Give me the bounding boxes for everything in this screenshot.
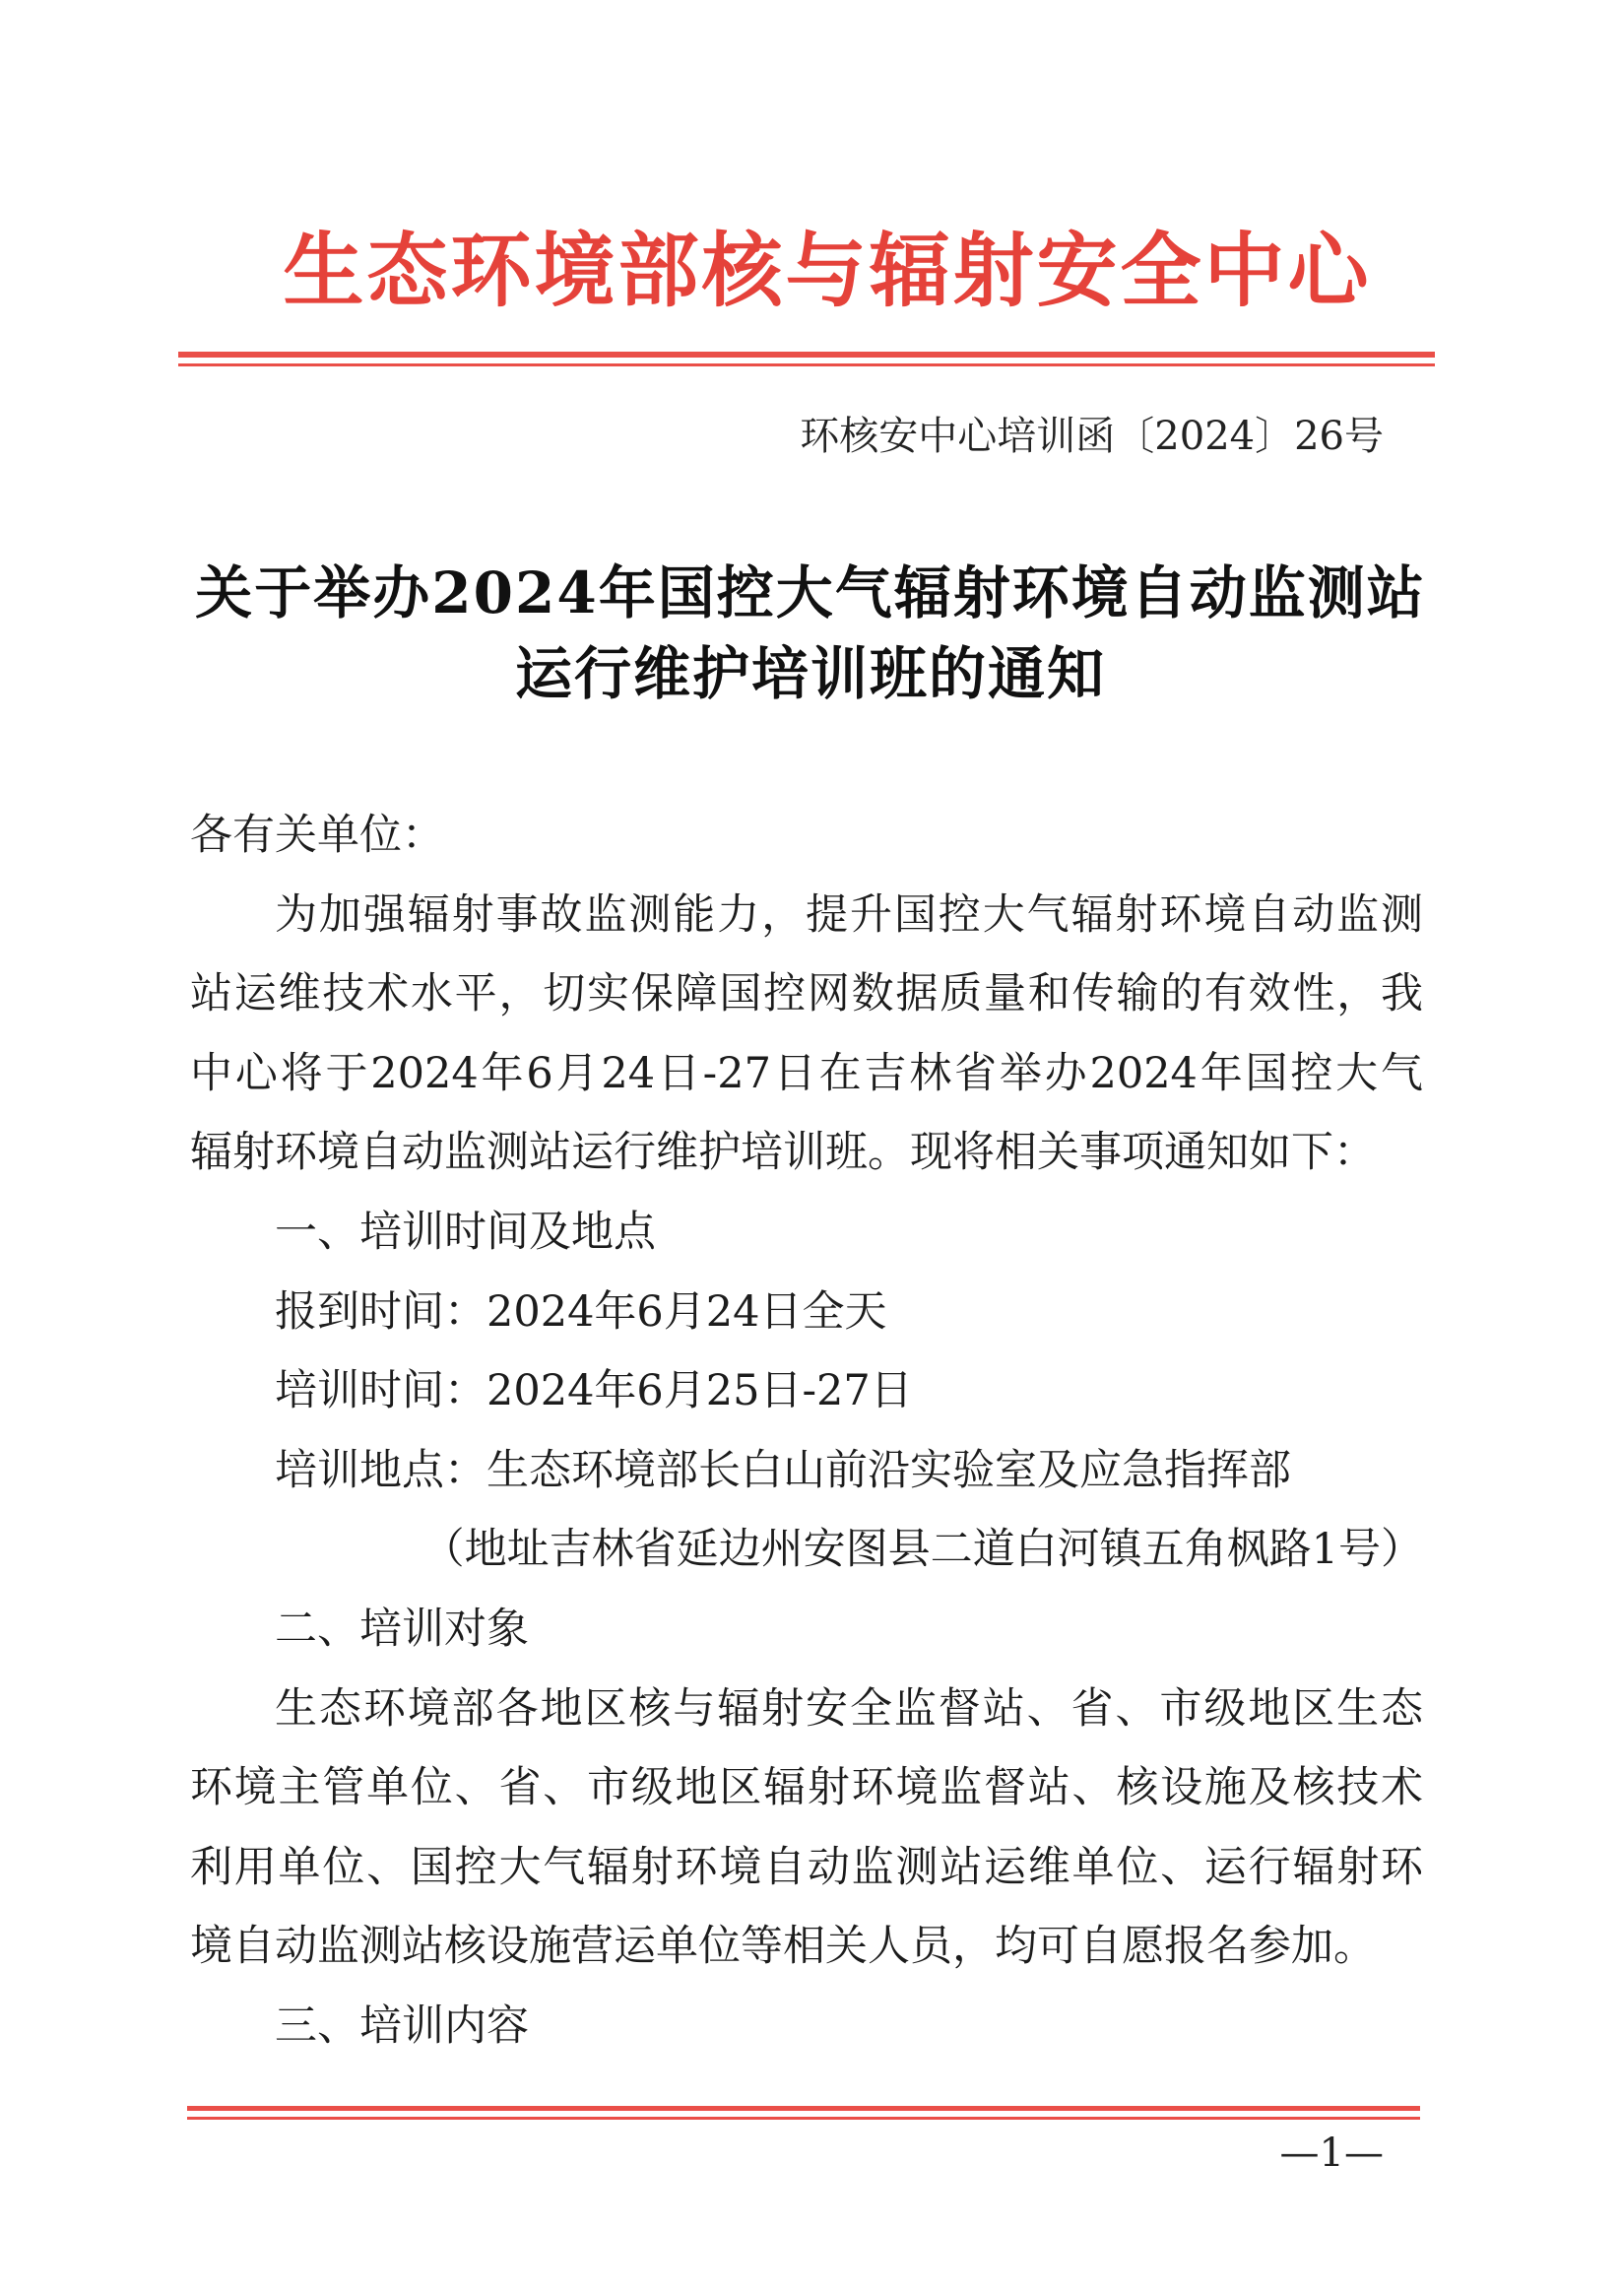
issuer-letterhead: 生态环境部核与辐射安全中心 (283, 224, 1372, 318)
section-3-heading: 三、培训内容 (275, 2001, 529, 2051)
letterhead-rule-thin (178, 363, 1435, 366)
audience-line: 环境主管单位、省、市级地区辐射环境监督站、核设施及核技术 (190, 1763, 1423, 1813)
title-line-1: 关于举办2024年国控大气辐射环境自动监测站 (195, 559, 1426, 626)
intro-line: 站运维技术水平，切实保障国控网数据质量和传输的有效性，我 (190, 969, 1423, 1019)
training-address: （地址吉林省延边州安图县二道白河镇五角枫路1号） (421, 1525, 1423, 1575)
salutation: 各有关单位： (190, 811, 444, 860)
audience-line: 境自动监测站核设施营运单位等相关人员，均可自愿报名参加。 (190, 1922, 1376, 1972)
letterhead-rule-thick (178, 352, 1435, 358)
section-1-heading: 一、培训时间及地点 (275, 1207, 656, 1257)
training-location: 培训地点：生态环境部长白山前沿实验室及应急指挥部 (275, 1445, 1291, 1495)
page-number: —1— (1279, 2131, 1384, 2176)
intro-line: 中心将于2024年6月24日-27日在吉林省举办2024年国控大气 (190, 1048, 1423, 1098)
footer-rule-thick (187, 2106, 1420, 2111)
training-time: 培训时间：2024年6月25日-27日 (275, 1366, 913, 1416)
document-title (0, 553, 1621, 714)
intro-line: 辐射环境自动监测站运行维护培训班。现将相关事项通知如下： (190, 1128, 1376, 1178)
intro-line: 为加强辐射事故监测能力，提升国控大气辐射环境自动监测 (275, 889, 1423, 940)
document-number: 环核安中心培训函〔2024〕26号 (800, 414, 1384, 459)
section-2-heading: 二、培训对象 (275, 1604, 529, 1654)
footer-rule-thin (187, 2117, 1420, 2120)
audience-line: 利用单位、国控大气辐射环境自动监测站运维单位、运行辐射环 (190, 1842, 1423, 1892)
document-body (190, 796, 1423, 2066)
title-line-2: 运行维护培训班的通知 (514, 640, 1106, 707)
audience-line: 生态环境部各地区核与辐射安全监督站、省、市级地区生态 (275, 1683, 1423, 1734)
registration-time: 报到时间：2024年6月24日全天 (275, 1286, 887, 1337)
